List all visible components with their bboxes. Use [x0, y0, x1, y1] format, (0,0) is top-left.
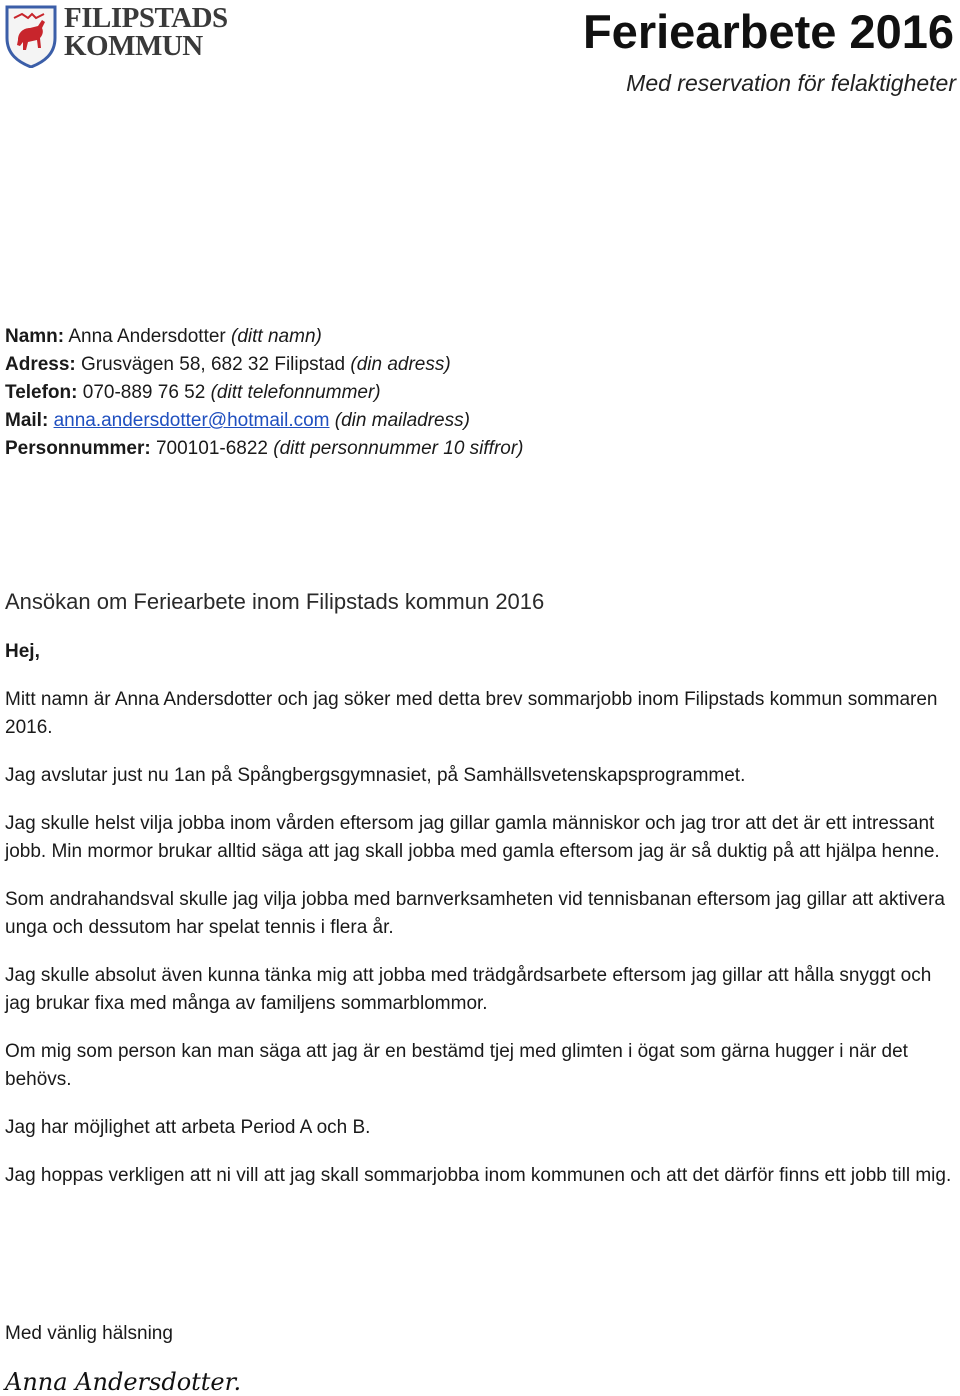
pnr-label: Personnummer: [5, 438, 151, 459]
contact-name-row [5, 323, 524, 351]
mail-link[interactable]: anna.andersdotter@hotmail.com [53, 410, 330, 431]
letter-paragraph: Jag skulle absolut även kunna tänka mig att jobba med trädgårdsarbete eftersom jag gillar att hålla snyggt och jag brukar fixa med många av familjens sommarblommor. [5, 965, 932, 1014]
phone-hint: (ditt telefonnummer) [210, 382, 381, 403]
mail-label: Mail: [5, 410, 49, 431]
address-value: Grusvägen 58, 682 32 Filipstad [81, 354, 346, 375]
contact-pnr-row [5, 435, 524, 463]
letter-paragraph: Jag har möjlighet att arbeta Period A och B. [5, 1117, 371, 1138]
pnr-hint: (ditt personnummer 10 siffror) [273, 438, 524, 459]
letter-closing: Med vänlig hälsning [5, 1323, 173, 1344]
name-value: Anna Andersdotter [68, 326, 226, 347]
letter-paragraph: Om mig som person kan man säga att jag är en bestämd tjej med glimten i ögat som gärna hugger i när det behövs. [5, 1041, 908, 1090]
contact-mail-row [5, 407, 524, 435]
contact-block [5, 323, 524, 463]
letter-heading: Ansökan om Feriearbete inom Filipstads kommun 2016 [5, 589, 545, 614]
letter-greeting: Hej, [5, 641, 40, 662]
name-hint: (ditt namn) [231, 326, 322, 347]
letter-paragraph: Jag skulle helst vilja jobba inom vården eftersom jag gillar gamla människor och jag tror att det är ett intressant jobb. Min mormor brukar alltid säga att jag skall jobba med gamla eftersom jag är så duktig på att hjälpa henne. [5, 813, 940, 862]
name-label: Namn: [5, 326, 65, 347]
filipstads-kommun-logo [4, 4, 236, 70]
contact-address-row [5, 351, 524, 379]
phone-label: Telefon: [5, 382, 78, 403]
address-label: Adress: [5, 354, 76, 375]
pnr-value: 700101-6822 [155, 438, 268, 459]
contact-phone-row [5, 379, 524, 407]
crest-icon [4, 4, 58, 68]
page-subtitle: Med reservation för felaktigheter [626, 70, 956, 96]
logo-line1: FILIPSTADS [64, 2, 228, 34]
letter-paragraph: Som andrahandsval skulle jag vilja jobba med barnverksamheten vid tennisbanan eftersom jag gillar att aktivera unga och dessutom har spelat tennis i flera år. [5, 889, 945, 938]
page-title: Feriearbete 2016 [582, 5, 954, 58]
letter-paragraph: Jag hoppas verkligen att ni vill att jag skall sommarjobba inom kommunen och att det därför finns ett jobb till mig. [5, 1165, 952, 1186]
signature: Anna Andersdotter. [5, 1368, 242, 1396]
letter-paragraph: Jag avslutar just nu 1an på Spångbergsgymnasiet, på Samhällsvetenskapsprogrammet. [5, 765, 746, 786]
phone-value: 070-889 76 52 [82, 382, 206, 403]
logo-wordmark [64, 4, 228, 60]
letter-body [5, 686, 953, 1210]
address-hint: (din adress) [350, 354, 451, 375]
logo-line2: KOMMUN [64, 30, 203, 62]
letter-paragraph: Mitt namn är Anna Andersdotter och jag söker med detta brev sommarjobb inom Filipstads kommun sommaren 2016. [5, 689, 938, 738]
mail-hint: (din mailadress) [334, 410, 470, 431]
